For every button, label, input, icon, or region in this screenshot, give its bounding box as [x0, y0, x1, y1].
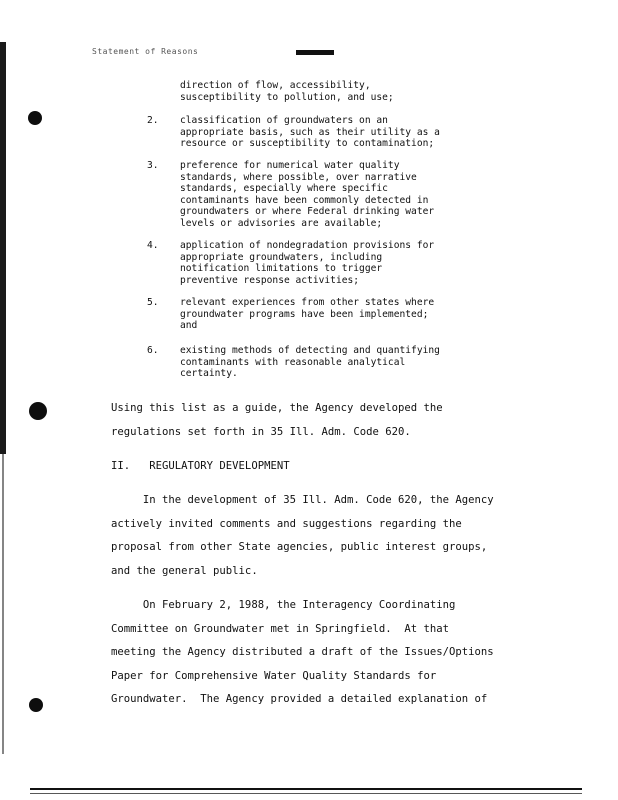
list-item: [180, 345, 440, 380]
list-item: [180, 115, 440, 150]
list-number: 4.: [147, 240, 159, 251]
list-number: 2.: [147, 115, 159, 126]
list-number: 6.: [147, 345, 159, 356]
text-line: appropriate basis, such as their utility as a: [180, 126, 440, 138]
text-line: levels or advisories are available;: [180, 217, 383, 229]
footer-rule-thin: [30, 793, 582, 794]
text-line: contaminants have been commonly detected in: [180, 194, 429, 206]
scan-left-edge: [0, 42, 6, 454]
text-line: actively invited comments and suggestions regarding the: [111, 517, 462, 530]
text-line: Paper for Comprehensive Water Quality Standards for: [111, 669, 437, 682]
text-line: Committee on Groundwater met in Springfield. At that: [111, 622, 450, 635]
text-line: existing methods of detecting and quantifying: [180, 345, 440, 356]
text-line: In the development of 35 Ill. Adm. Code 620, the Agency: [111, 494, 494, 506]
text-line: classification of groundwaters on an: [180, 115, 388, 126]
text-line: susceptibility to pollution, and use;: [180, 91, 394, 103]
text-line: preventive response activities;: [180, 274, 360, 286]
text-line: standards, where possible, over narrative: [180, 171, 417, 183]
list-number: 5.: [147, 297, 159, 308]
text-line: standards, especially where specific: [180, 183, 388, 195]
text-line: resource or susceptibility to contamination;: [180, 138, 435, 150]
scan-left-edge-shadow: [2, 454, 4, 754]
text-line: relevant experiences from other states where: [180, 297, 435, 308]
text-line: and: [180, 320, 198, 332]
text-line: and the general public.: [111, 564, 258, 577]
text-line: groundwater programs have been implemented;: [180, 308, 429, 320]
text-line: certainty.: [180, 368, 238, 380]
text-line: notification limitations to trigger: [180, 263, 383, 275]
list-number: 3.: [147, 160, 159, 171]
text-line: meeting the Agency distributed a draft of the Issues/Options: [111, 646, 494, 658]
list-item-continuation: [180, 80, 394, 103]
footer-rule: [30, 788, 582, 790]
list-item: [180, 160, 434, 230]
paragraph-development: [111, 489, 494, 583]
section-heading: II. REGULATORY DEVELOPMENT: [111, 460, 290, 472]
punch-hole-middle: [29, 402, 47, 420]
text-line: regulations set forth in 35 Ill. Adm. Code 620.: [111, 425, 411, 438]
paragraph-guide: [111, 397, 443, 444]
running-header: Statement of Reasons: [92, 47, 199, 56]
text-line: preference for numerical water quality: [180, 160, 400, 171]
text-line: Using this list as a guide, the Agency developed the: [111, 402, 443, 414]
header-redaction-bar: [296, 50, 334, 55]
paragraph-meeting: [111, 594, 494, 712]
punch-hole-bottom: [29, 698, 43, 712]
text-line: appropriate groundwaters, including: [180, 251, 383, 263]
list-item: [180, 297, 434, 332]
text-line: contaminants with reasonable analytical: [180, 356, 406, 368]
text-line: Groundwater. The Agency provided a detailed explanation of: [111, 693, 488, 705]
text-line: application of nondegradation provisions for: [180, 240, 435, 251]
text-line: direction of flow, accessibility,: [180, 80, 371, 91]
text-line: On February 2, 1988, the Interagency Coordinating: [111, 599, 456, 611]
list-item: [180, 240, 434, 286]
text-line: proposal from other State agencies, public interest groups,: [111, 541, 488, 553]
text-line: groundwaters or where Federal drinking water: [180, 206, 435, 218]
punch-hole-top: [28, 111, 42, 125]
